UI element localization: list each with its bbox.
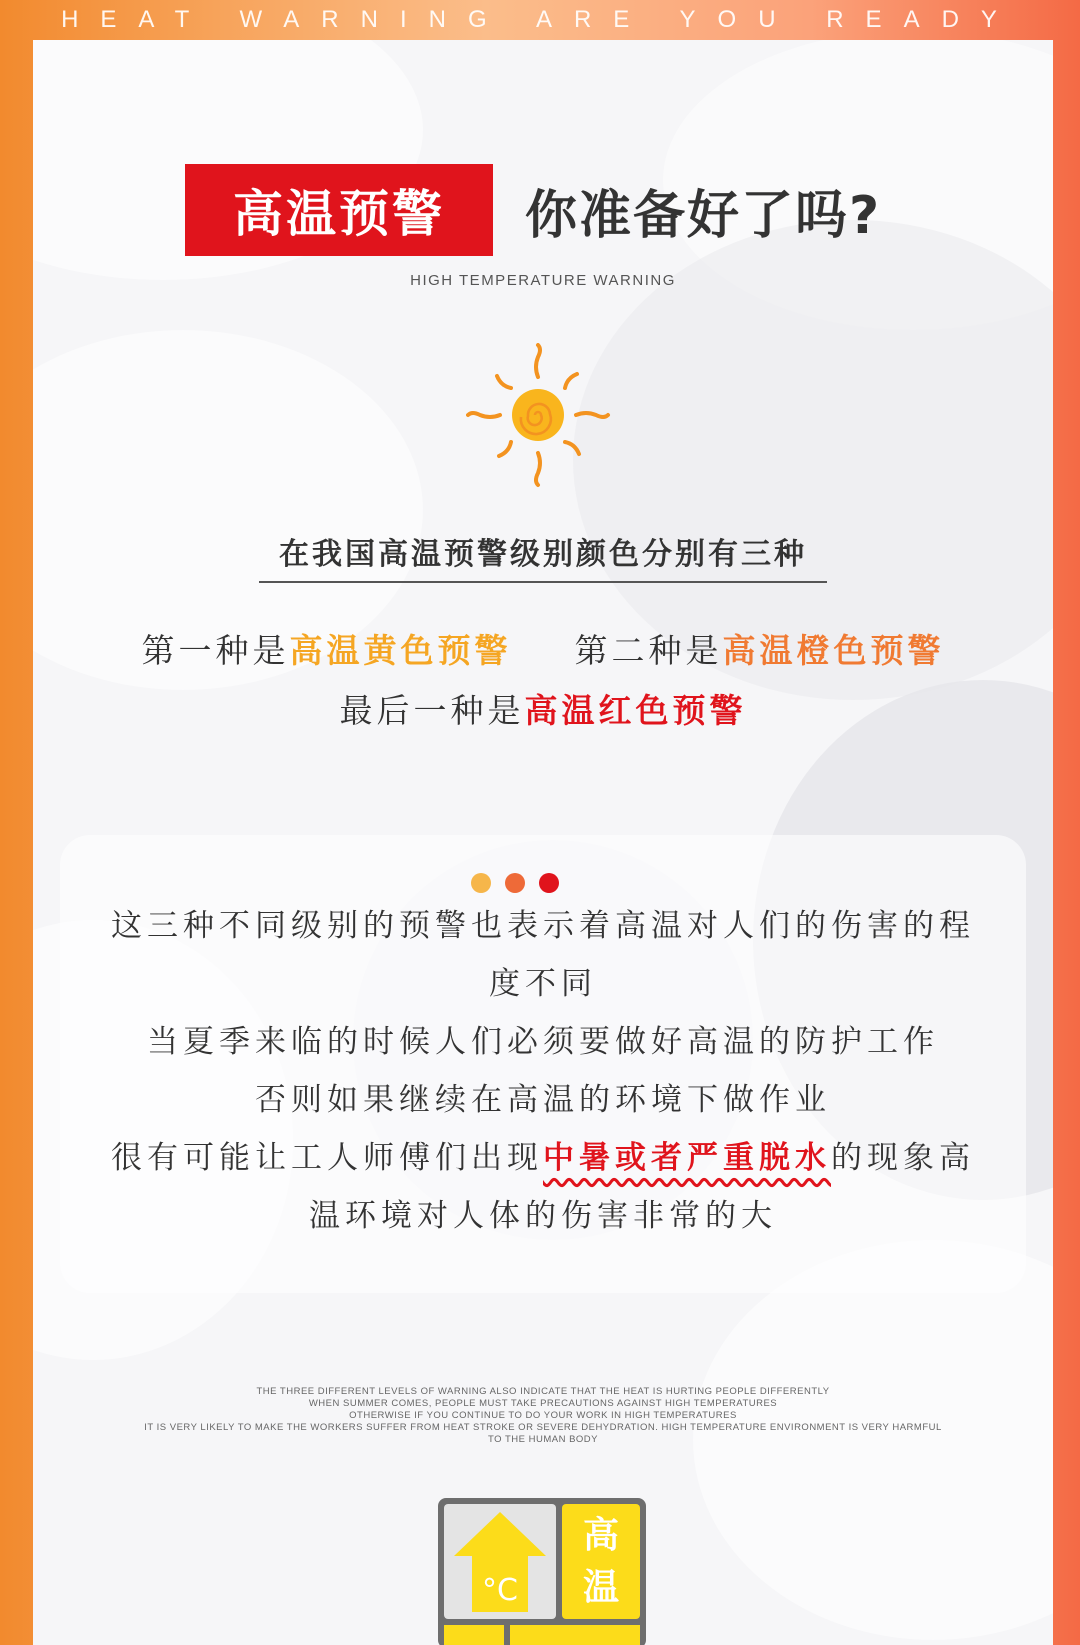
- subtitle-english: HIGH TEMPERATURE WARNING: [410, 272, 676, 289]
- english-line-3: OTHERWISE IF YOU CONTINUE TO DO YOUR WORK IN HIGH TEMPERATURES: [349, 1410, 737, 1421]
- sign-bottom-left: [444, 1625, 504, 1645]
- text-second-kind: 第二种是: [574, 631, 723, 670]
- paragraph-line-3: 当夏季来临的时候人们必须要做好高温的防护工作: [147, 1024, 939, 1060]
- warning-levels-line-1: [33, 625, 1053, 672]
- top-banner: HEAT WARNING ARE YOU READY: [61, 6, 1019, 33]
- orange-warning-label: 高温橙色预警: [722, 631, 945, 670]
- text-last-kind: 最后一种是: [339, 691, 525, 730]
- text-first-kind: 第一种是: [141, 631, 290, 670]
- paragraph-line-4: 否则如果继续在高温的环境下做作业: [255, 1082, 831, 1118]
- title-warning-label: 高温预警: [185, 164, 493, 256]
- paragraph-line-5-start: 很有可能让工人师傅们出现: [111, 1140, 543, 1176]
- paragraph-line-6: 温环境对人体的伤害非常的大: [309, 1198, 777, 1234]
- english-line-2: WHEN SUMMER COMES, PEOPLE MUST TAKE PRECAUTIONS AGAINST HIGH TEMPERATURES: [308, 1398, 778, 1409]
- sign-char-1: 高: [582, 1514, 619, 1556]
- heatstroke-highlight: 中暑或者严重脱水: [543, 1140, 831, 1176]
- red-dot: [539, 873, 559, 893]
- sign-char-2: 温: [582, 1566, 619, 1608]
- title-question: 你准备好了吗?: [525, 185, 882, 246]
- sign-text-panel: [562, 1504, 640, 1619]
- poster-card: [33, 40, 1053, 1645]
- sign-bottom-right: [510, 1625, 640, 1645]
- heat-warning-sign: [438, 1498, 646, 1645]
- warning-levels-line-2: [33, 685, 1053, 732]
- yellow-dot: [471, 873, 491, 893]
- yellow-warning-label: 高温黄色预警: [289, 631, 512, 670]
- thermometer-house-icon: [452, 1510, 548, 1614]
- english-line-1: THE THREE DIFFERENT LEVELS OF WARNING ALSO INDICATE THAT THE HEAT IS HURTING PEOPLE DIFFERENTLY: [256, 1386, 830, 1397]
- sign-unit: °C: [482, 1573, 518, 1608]
- paragraph-line-5: [33, 1132, 1053, 1177]
- paragraph-line-5-end: 的现象高: [831, 1140, 975, 1176]
- sign-icon-panel: [444, 1504, 556, 1619]
- sun-icon: [466, 343, 611, 488]
- red-warning-label: 高温红色预警: [524, 691, 747, 730]
- english-line-5: TO THE HUMAN BODY: [487, 1434, 599, 1445]
- orange-dot: [505, 873, 525, 893]
- english-line-4: IT IS VERY LIKELY TO MAKE THE WORKERS SUFFER FROM HEAT STROKE OR SEVERE DEHYDRATION. HIGH TEMPERATURE ENVIRONMENT IS VERY HARMFUL: [144, 1422, 942, 1433]
- section-heading: 在我国高温预警级别颜色分别有三种: [259, 533, 827, 583]
- paragraph-line-1: 这三种不同级别的预警也表示着高温对人们的伤害的程: [111, 908, 975, 944]
- paragraph-line-2: 度不同: [489, 966, 597, 1002]
